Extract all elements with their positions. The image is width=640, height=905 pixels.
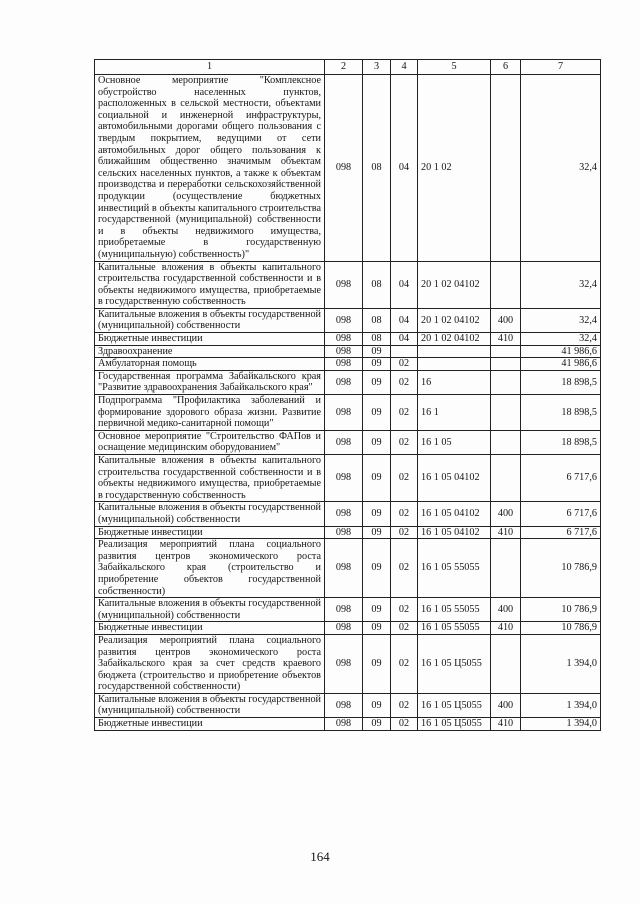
expense-type-cell: 410 (491, 718, 521, 731)
expense-type-cell (491, 430, 521, 454)
section-code-cell: 09 (363, 634, 391, 693)
table-row (95, 370, 601, 394)
row-name-cell: Капитальные вложения в объекты государственной (муниципальной) собственности (95, 693, 325, 717)
subsection-code-cell: 02 (391, 634, 418, 693)
subsection-code-cell: 04 (391, 333, 418, 346)
ministry-code-cell: 098 (325, 370, 363, 394)
section-code-cell: 09 (363, 502, 391, 526)
subsection-code-cell (391, 345, 418, 358)
budget-table (94, 59, 601, 731)
ministry-code-cell: 098 (325, 261, 363, 308)
amount-cell: 6 717,6 (521, 455, 601, 502)
row-name-cell: Капитальные вложения в объекты капитального строительства государственной собственности и в объекты недвижимого имущества, приобретаемые в государственную собственность (95, 455, 325, 502)
target-article-cell: 16 1 05 55055 (418, 622, 491, 635)
table-row (95, 430, 601, 454)
row-name-cell: Бюджетные инвестиции (95, 526, 325, 539)
subsection-code-cell: 04 (391, 308, 418, 332)
row-name-cell: Подпрограмма "Профилактика заболеваний и формирование здорового образа жизни. Развитие первичной медико-санитарной помощи" (95, 395, 325, 431)
section-code-cell: 09 (363, 370, 391, 394)
expense-type-cell (491, 539, 521, 598)
target-article-cell: 16 1 05 55055 (418, 539, 491, 598)
target-article-cell: 16 1 05 04102 (418, 526, 491, 539)
section-code-cell: 09 (363, 455, 391, 502)
row-name-cell: Основное мероприятие "Строительство ФАПов и оснащение медицинским оборудованием" (95, 430, 325, 454)
section-code-cell: 09 (363, 598, 391, 622)
row-name-cell: Капитальные вложения в объекты капитального строительства государственной собственности и в объекты недвижимого имущества, приобретаемые в государственную собственность (95, 261, 325, 308)
amount-cell: 41 986,6 (521, 358, 601, 371)
ministry-code-cell: 098 (325, 333, 363, 346)
page-number: 164 (310, 849, 330, 864)
section-code-cell: 09 (363, 345, 391, 358)
amount-cell: 18 898,5 (521, 370, 601, 394)
ministry-code-cell: 098 (325, 308, 363, 332)
amount-cell: 1 394,0 (521, 634, 601, 693)
ministry-code-cell: 098 (325, 718, 363, 731)
row-name-cell: Основное мероприятие "Комплексное обустройство населенных пунктов, расположенных в сельской местности, объектами социальной и инженерной инфраструктуры, автомобильными дорогами общего пользования с твердым покрытием, ведущими от сети автомобильных дорог общего пользования к ближайшим общественно значимым объектам сельских населенных пунктов, а также к объектам производства и переработки сельскохозяйственной продукции (осуществление бюджетных инвестиций в объекты капитального строительства государственной (муниципальной) собственности и в объекты недвижимого имущества, приобретаемые в государственную (муниципальную) собственность)" (95, 75, 325, 262)
ministry-code-cell: 098 (325, 598, 363, 622)
section-code-cell: 09 (363, 526, 391, 539)
amount-cell: 41 986,6 (521, 345, 601, 358)
expense-type-cell (491, 261, 521, 308)
amount-cell: 10 786,9 (521, 598, 601, 622)
row-name-cell: Амбулаторная помощь (95, 358, 325, 371)
target-article-cell: 16 1 05 04102 (418, 455, 491, 502)
subsection-code-cell: 02 (391, 598, 418, 622)
expense-type-cell: 410 (491, 333, 521, 346)
expense-type-cell: 400 (491, 502, 521, 526)
header-row (95, 60, 601, 75)
row-name-cell: Реализация мероприятий плана социального развития центров экономического роста Забайкальского края за счет средств краевого бюджета (строительство и приобретение объектов государственной собственности) (95, 634, 325, 693)
row-name-cell: Здравоохранение (95, 345, 325, 358)
ministry-code-cell: 098 (325, 358, 363, 371)
target-article-cell: 16 (418, 370, 491, 394)
expense-type-cell: 410 (491, 622, 521, 635)
column-header-3: 3 (363, 60, 391, 75)
section-code-cell: 09 (363, 358, 391, 371)
section-code-cell: 09 (363, 539, 391, 598)
amount-cell: 10 786,9 (521, 622, 601, 635)
table-row (95, 261, 601, 308)
target-article-cell: 16 1 05 Ц5055 (418, 634, 491, 693)
row-name-cell: Капитальные вложения в объекты государственной (муниципальной) собственности (95, 598, 325, 622)
amount-cell: 10 786,9 (521, 539, 601, 598)
target-article-cell: 20 1 02 04102 (418, 308, 491, 332)
subsection-code-cell: 02 (391, 430, 418, 454)
subsection-code-cell: 02 (391, 455, 418, 502)
ministry-code-cell: 098 (325, 75, 363, 262)
row-name-cell: Капитальные вложения в объекты государственной (муниципальной) собственности (95, 308, 325, 332)
table-row (95, 634, 601, 693)
row-name-cell: Бюджетные инвестиции (95, 622, 325, 635)
subsection-code-cell: 02 (391, 395, 418, 431)
row-name-cell: Бюджетные инвестиции (95, 333, 325, 346)
ministry-code-cell: 098 (325, 430, 363, 454)
expense-type-cell (491, 370, 521, 394)
section-code-cell: 08 (363, 308, 391, 332)
target-article-cell: 20 1 02 04102 (418, 261, 491, 308)
table-row (95, 622, 601, 635)
table-row (95, 718, 601, 731)
ministry-code-cell: 098 (325, 622, 363, 635)
subsection-code-cell: 02 (391, 526, 418, 539)
expense-type-cell: 400 (491, 598, 521, 622)
target-article-cell: 16 1 05 04102 (418, 502, 491, 526)
expense-type-cell: 400 (491, 308, 521, 332)
subsection-code-cell: 04 (391, 261, 418, 308)
column-header-2: 2 (325, 60, 363, 75)
table-row (95, 308, 601, 332)
ministry-code-cell: 098 (325, 634, 363, 693)
amount-cell: 1 394,0 (521, 693, 601, 717)
subsection-code-cell: 02 (391, 539, 418, 598)
section-code-cell: 08 (363, 333, 391, 346)
amount-cell: 32,4 (521, 333, 601, 346)
table-row (95, 598, 601, 622)
amount-cell: 18 898,5 (521, 430, 601, 454)
amount-cell: 1 394,0 (521, 718, 601, 731)
expense-type-cell (491, 634, 521, 693)
row-name-cell: Капитальные вложения в объекты государственной (муниципальной) собственности (95, 502, 325, 526)
ministry-code-cell: 098 (325, 526, 363, 539)
subsection-code-cell: 04 (391, 75, 418, 262)
section-code-cell: 09 (363, 693, 391, 717)
section-code-cell: 09 (363, 718, 391, 731)
section-code-cell: 09 (363, 395, 391, 431)
ministry-code-cell: 098 (325, 693, 363, 717)
table-row (95, 693, 601, 717)
column-header-7: 7 (521, 60, 601, 75)
table-row (95, 345, 601, 358)
amount-cell: 18 898,5 (521, 395, 601, 431)
table-row (95, 358, 601, 371)
amount-cell: 6 717,6 (521, 502, 601, 526)
column-header-4: 4 (391, 60, 418, 75)
column-header-6: 6 (491, 60, 521, 75)
target-article-cell: 16 1 05 Ц5055 (418, 693, 491, 717)
expense-type-cell (491, 345, 521, 358)
target-article-cell: 16 1 05 (418, 430, 491, 454)
column-header-5: 5 (418, 60, 491, 75)
target-article-cell: 16 1 (418, 395, 491, 431)
target-article-cell: 20 1 02 04102 (418, 333, 491, 346)
expense-type-cell: 410 (491, 526, 521, 539)
column-header-1: 1 (95, 60, 325, 75)
table-row (95, 526, 601, 539)
row-name-cell: Государственная программа Забайкальского края "Развитие здравоохранения Забайкальского края" (95, 370, 325, 394)
subsection-code-cell: 02 (391, 693, 418, 717)
table-row (95, 539, 601, 598)
table-row (95, 502, 601, 526)
ministry-code-cell: 098 (325, 395, 363, 431)
amount-cell: 32,4 (521, 308, 601, 332)
table-row (95, 395, 601, 431)
target-article-cell (418, 358, 491, 371)
expense-type-cell (491, 395, 521, 431)
row-name-cell: Реализация мероприятий плана социального развития центров экономического роста Забайкальского края (строительство и приобретение объектов государственной собственности) (95, 539, 325, 598)
expense-type-cell: 400 (491, 693, 521, 717)
target-article-cell: 16 1 05 55055 (418, 598, 491, 622)
subsection-code-cell: 02 (391, 502, 418, 526)
subsection-code-cell: 02 (391, 718, 418, 731)
table-row (95, 455, 601, 502)
section-code-cell: 09 (363, 622, 391, 635)
target-article-cell: 20 1 02 (418, 75, 491, 262)
table-row (95, 75, 601, 262)
expense-type-cell (491, 358, 521, 371)
ministry-code-cell: 098 (325, 502, 363, 526)
target-article-cell: 16 1 05 Ц5055 (418, 718, 491, 731)
expense-type-cell (491, 455, 521, 502)
amount-cell: 32,4 (521, 75, 601, 262)
table-row (95, 333, 601, 346)
subsection-code-cell: 02 (391, 358, 418, 371)
ministry-code-cell: 098 (325, 539, 363, 598)
section-code-cell: 08 (363, 261, 391, 308)
ministry-code-cell: 098 (325, 345, 363, 358)
amount-cell: 32,4 (521, 261, 601, 308)
subsection-code-cell: 02 (391, 370, 418, 394)
amount-cell: 6 717,6 (521, 526, 601, 539)
target-article-cell (418, 345, 491, 358)
section-code-cell: 09 (363, 430, 391, 454)
row-name-cell: Бюджетные инвестиции (95, 718, 325, 731)
expense-type-cell (491, 75, 521, 262)
section-code-cell: 08 (363, 75, 391, 262)
subsection-code-cell: 02 (391, 622, 418, 635)
ministry-code-cell: 098 (325, 455, 363, 502)
